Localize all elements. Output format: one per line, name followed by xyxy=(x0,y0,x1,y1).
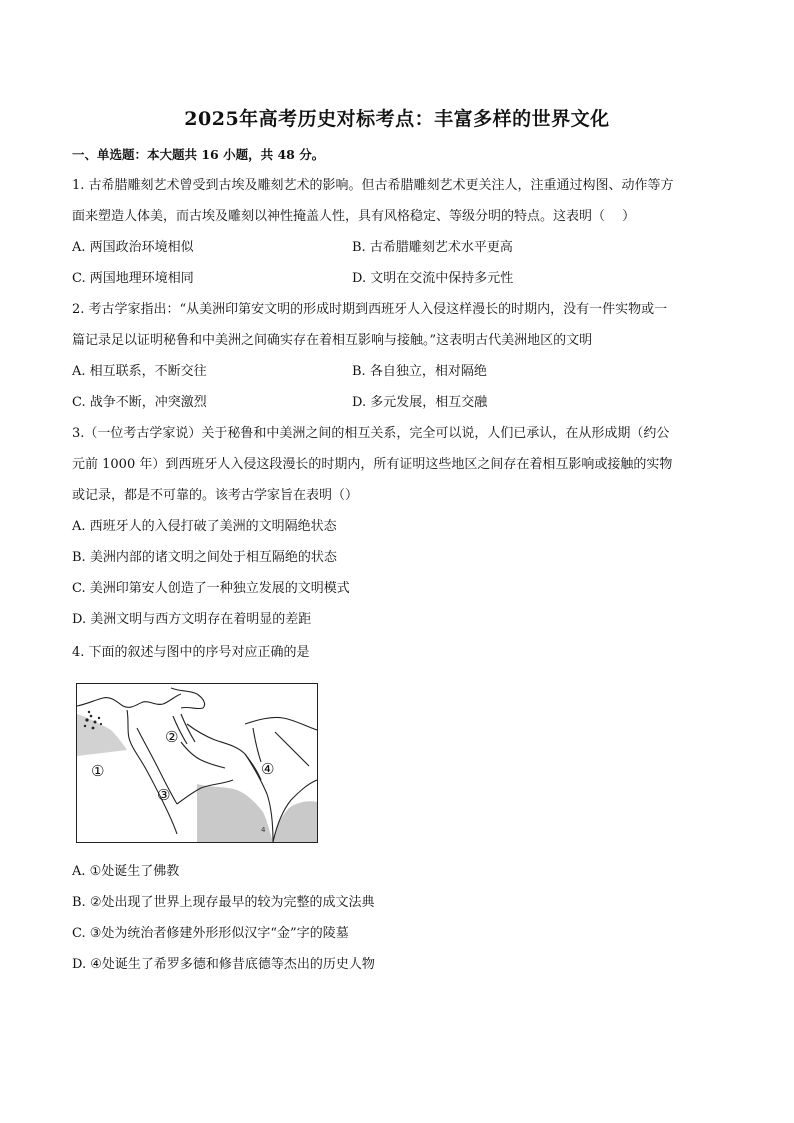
himalaya-line xyxy=(245,717,317,730)
question-3-text-line-2: 元前 1000 年）到西班牙人入侵这段漫长的时期内，所有证明这些地区之间存在着相互影响或接触的实物 xyxy=(72,457,673,472)
question-2-text-line-2: 篇记录足以证明秘鲁和中美洲之间确实存在着相互影响与接触。”这表明古代美洲地区的文明 xyxy=(72,333,593,348)
map-marker-4: ④ xyxy=(261,760,275,778)
question-4-option-c[interactable]: C. ③处为统治者修建外形形似汉字“金”字的陵墓 xyxy=(72,926,349,941)
question-1-text-line-1: 1. 古希腊雕刻艺术曾受到古埃及雕刻艺术的影响。但古希腊雕刻艺术更关注人，注重通过构图、动作等方 xyxy=(72,178,674,193)
river-ganges xyxy=(275,732,309,766)
question-3-option-d[interactable]: D. 美洲文明与西方文明存在着明显的差距 xyxy=(72,612,312,627)
question-1-option-c[interactable]: C. 两国地理环境相同 xyxy=(72,271,194,286)
coast-black-sea xyxy=(171,688,205,709)
question-3-text-line-1: 3.（一位考古学家说）关于秘鲁和中美洲之间的相互关系，完全可以说，人们已承认，在从形成期（约公 xyxy=(72,426,670,441)
question-2-option-d[interactable]: D. 多元发展，相互交融 xyxy=(352,395,488,410)
river-indus xyxy=(253,728,261,762)
question-1-option-a[interactable]: A. 两国政治环境相似 xyxy=(72,240,194,255)
question-2-option-c[interactable]: C. 战争不断，冲突激烈 xyxy=(72,395,207,410)
question-4-option-a[interactable]: A. ①处诞生了佛教 xyxy=(72,864,180,879)
section-heading: 一、单选题：本大题共 16 小题，共 48 分。 xyxy=(72,147,325,162)
question-1-option-b[interactable]: B. 古希腊雕刻艺术水平更高 xyxy=(352,240,513,255)
question-4-option-b[interactable]: B. ②处出现了世界上现存最早的较为完整的成文法典 xyxy=(72,895,375,910)
question-4-stem: 4. 下面的叙述与图中的序号对应正确的是 xyxy=(72,645,310,660)
question-3-option-b[interactable]: B. 美洲内部的诸文明之间处于相互隔绝的状态 xyxy=(72,550,337,565)
ancient-civilizations-map xyxy=(76,683,318,843)
question-3-text-line-3: 或记录，都是不可靠的。该考古学家旨在表明（） xyxy=(72,488,359,503)
mediterranean-shading xyxy=(77,714,127,756)
question-2-option-b[interactable]: B. 各自独立，相对隔绝 xyxy=(352,364,487,379)
question-4-option-d[interactable]: D. ④处诞生了希罗多德和修昔底德等杰出的历史人物 xyxy=(72,957,375,972)
map-marker-1: ① xyxy=(91,762,105,780)
map-marker-2: ② xyxy=(165,728,179,746)
question-2-option-a[interactable]: A. 相互联系，不断交往 xyxy=(72,364,207,379)
coast-mediterranean-north xyxy=(77,694,181,707)
coast-iran xyxy=(187,724,261,780)
question-3-option-a[interactable]: A. 西班牙人的入侵打破了美洲的文明隔绝状态 xyxy=(72,519,337,534)
question-3-option-c[interactable]: C. 美洲印第安人创造了一种独立发展的文明模式 xyxy=(72,581,350,596)
question-1-text-line-2: 面来塑造人体美，而古埃及雕刻以神性掩盖人性，具有风格稳定、等级分明的特点。这表明（ ） xyxy=(72,209,636,224)
coast-persian-gulf xyxy=(181,742,225,768)
map-small-label: 4 xyxy=(261,826,266,834)
question-1-option-d[interactable]: D. 文明在交流中保持多元性 xyxy=(352,271,514,286)
map-marker-3: ③ xyxy=(157,786,171,804)
page-title: 2025年高考历史对标考点：丰富多样的世界文化 xyxy=(184,108,610,130)
question-2-text-line-1: 2. 考古学家指出：“从美洲印第安文明的形成时期到西班牙人入侵这样漫长的时期内，没有一件实物或一 xyxy=(72,302,668,317)
